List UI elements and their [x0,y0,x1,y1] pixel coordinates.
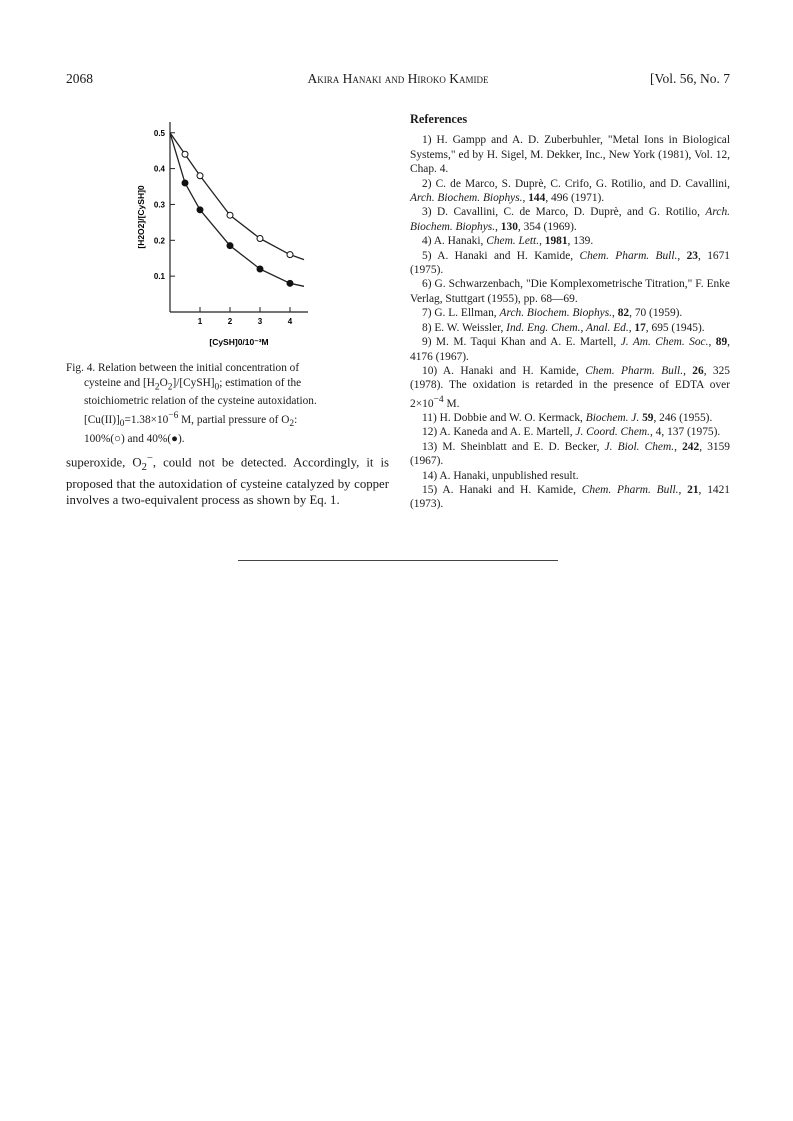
reference-item: 6) G. Schwarzenbach, "Die Komplexometrische Titration," F. Enke Verlag, Stuttgart (1955), pp. 68—69. [410,278,730,305]
y-tick-label: 0.5 [153,128,165,138]
open-point [287,252,293,258]
reference-item: 13) M. Sheinblatt and E. D. Becker, J. Biol. Chem., 242, 3159 (1967). [410,440,730,468]
caption-line: cysteine and $[H_2O_2]/[CySH]_0$; estimation of the [84,376,302,392]
page-number: 2068 [66,71,93,86]
figure-4 [130,112,320,352]
volume-info: [Vol. 56, No. 7 [649,71,730,86]
references-section [410,112,730,512]
filled-point [197,207,203,213]
reference-item: 1) H. Gampp and A. D. Zuberbuhler, "Metal Ions in Biological Systems," ed by H. Sigel, M. Dekker, Inc., New York (1981), Vol. 12, Chap. 4. [410,134,730,176]
chart [130,112,320,352]
running-authors: Akira Hanaki and Hiroko Kamide [307,71,489,86]
x-tick-label: 4 [287,317,293,326]
caption-line: $[Cu(II)]_0=1.38\times 10^{-6}$ M, partial pressure of $O_2$: [84,411,298,430]
reference-item: 11) H. Dobbie and W. O. Kermack, Biochem. J. 59, 246 (1955). [422,411,713,424]
x-tick-label: 3 [257,317,263,326]
x-tick-label: 1 [197,317,203,326]
y-axis-label: [H2O2]/[CySH]0 [136,185,146,249]
open-point [182,151,188,157]
filled-point [182,180,188,186]
reference-item: 8) E. W. Weissler, Ind. Eng. Chem., Anal. Ed., 17, 695 (1945). [422,321,705,334]
filled-point [227,243,233,249]
series-curve [170,133,304,287]
x-axis-label: [CySH]0/10⁻³M [209,337,269,347]
body-paragraph: superoxide, $O_2^-$, could not be detected. Accordingly, it is proposed that the autoxidation of cysteine catalyzed by copper involves a two-equivalent process as shown by Eq. 1. [66,453,389,508]
reference-item: 5) A. Hanaki and H. Kamide, Chem. Pharm. Bull., 23, 1671 (1975). [410,249,730,277]
open-point [197,173,203,179]
reference-item: 15) A. Hanaki and H. Kamide, Chem. Pharm. Bull., 21, 1421 (1973). [410,483,730,511]
filled-point [257,266,263,272]
references-heading: References [410,112,468,126]
reference-item: 12) A. Kaneda and A. E. Martell, J. Coord. Chem., 4, 137 (1975). [422,426,721,439]
open-point [257,236,263,242]
caption-line: 100%(○) and 40%(●). [84,432,185,445]
reference-item: 4) A. Hanaki, Chem. Lett., 1981, 139. [422,235,594,248]
reference-item: 9) M. M. Taqui Khan and A. E. Martell, J. Am. Chem. Soc., 89, 4176 (1967). [410,336,730,363]
reference-item: 7) G. L. Ellman, Arch. Biochem. Biophys., 82, 70 (1959). [422,307,683,320]
x-tick-label: 2 [227,317,233,326]
y-tick-label: 0.2 [153,236,165,246]
figure-caption [66,361,378,446]
reference-item: 14) A. Hanaki, unpublished result. [422,469,579,482]
references-list [410,133,730,511]
y-tick-label: 0.4 [153,164,165,174]
y-tick-label: 0.3 [153,200,165,210]
filled-point [287,280,293,286]
series-curve [170,133,304,260]
reference-item: 10) A. Hanaki and H. Kamide, Chem. Pharm. Bull., 26, 325 (1978). The oxidation is retarded in the presence of EDTA over $2\times 10^{-4}$ M. [410,364,730,410]
y-tick-label: 0.1 [153,272,165,282]
reference-item: 3) D. Cavallini, C. de Marco, D. Duprè, and G. Rotilio, Arch. Biochem. Biophys., 130, 354 (1969). [410,206,730,233]
reference-item: 2) C. de Marco, S. Duprè, C. Crifo, G. Rotilio, and D. Cavallini, Arch. Biochem. Biophys., 144, 496 (1971). [410,177,730,205]
open-point [227,212,233,218]
caption-line: Fig. 4. Relation between the initial concentration of [66,362,300,374]
end-rule [238,560,558,561]
running-header [66,71,730,89]
caption-line: stoichiometric relation of the cysteine autoxidation. [84,395,317,408]
